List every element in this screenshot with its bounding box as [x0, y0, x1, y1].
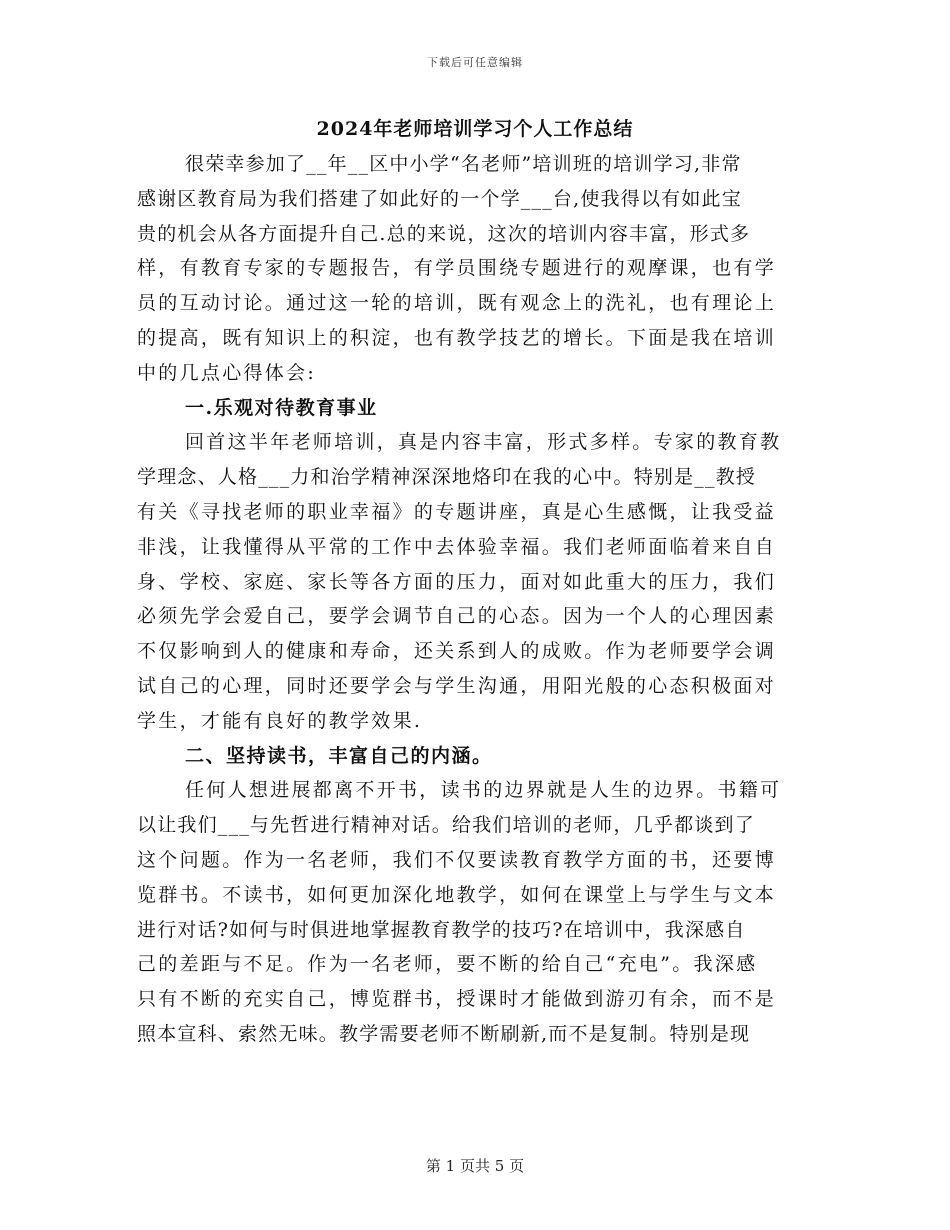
- section-heading: 一.乐观对待教育事业: [185, 396, 378, 419]
- paragraph-line: 学理念、人格___力和治学精神深深地烙印在我的心中。特别是__教授: [137, 466, 757, 489]
- paragraph-line: 有关《寻找老师的职业幸福》的专题讲座，真是心生感慨，让我受益: [137, 500, 777, 523]
- paragraph-line: 样，有教育专家的专题报告，有学员围绕专题进行的观摩课，也有学: [137, 257, 777, 280]
- paragraph-line: 览群书。不读书，如何更加深化地教学，如何在课堂上与学生与文本: [137, 883, 777, 906]
- paragraph-line: 学生，才能有良好的教学效果.: [137, 709, 423, 732]
- paragraph-line: 以让我们___与先哲进行精神对话。给我们培训的老师，几乎都谈到了: [137, 814, 755, 837]
- page-footer: 第 1 页共 5 页: [425, 1157, 525, 1175]
- paragraph-line: 照本宣科、索然无味。教学需要老师不断刷新,而不是复制。特别是现: [137, 1022, 751, 1045]
- paragraph-line: 感谢区教育局为我们搭建了如此好的一个学___台,使我得以有如此宝: [137, 187, 742, 210]
- paragraph-line: 己的差距与不足。作为一名老师，要不断的给自己“充电”。我深感: [137, 953, 758, 976]
- paragraph-line: 只有不断的充实自己，博览群书，授课时才能做到游刃有余，而不是: [137, 988, 777, 1011]
- page-header: 下载后可任意编辑: [427, 56, 523, 69]
- paragraph-line: 不仅影响到人的健康和寿命，还关系到人的成败。作为老师要学会调: [137, 640, 777, 663]
- paragraph-line: 进行对话?如何与时俱进地掌握教育教学的技巧?在培训中，我深感自: [137, 918, 746, 941]
- paragraph-line: 的提高，既有知识上的积淀，也有教学技艺的增长。下面是我在培训: [137, 326, 777, 349]
- section-heading: 二、坚持读书，丰富自己的内涵。: [185, 744, 493, 767]
- document-body: [137, 147, 803, 1052]
- paragraph-line: 身、学校、家庭、家长等各方面的压力，面对如此重大的压力，我们: [137, 570, 777, 593]
- paragraph-line: 这个问题。作为一名老师，我们不仅要读教育教学方面的书，还要博: [137, 848, 777, 871]
- paragraph-line: 回首这半年老师培训，真是内容丰富，形式多样。专家的教育教: [185, 431, 782, 454]
- paragraph-line: 非浅，让我懂得从平常的工作中去体验幸福。我们老师面临着来自自: [137, 535, 777, 558]
- paragraph-line: 中的几点心得体会:: [137, 361, 317, 384]
- paragraph-line: 很荣幸参加了__年__区中小学“名老师”培训班的培训学习,非常: [185, 153, 742, 175]
- paragraph-line: 试自己的心理，同时还要学会与学生沟通，用阳光般的心态积极面对: [137, 674, 777, 697]
- paragraph-line: 任何人想进展都离不开书，读书的边界就是人生的边界。书籍可: [185, 779, 782, 802]
- paragraph-line: 员的互动讨论。通过这一轮的培训，既有观念上的洗礼，也有理论上: [137, 292, 777, 315]
- document-title: 2024年老师培训学习个人工作总结: [316, 118, 634, 140]
- paragraph-line: 贵的机会从各方面提升自己.总的来说，这次的培训内容丰富，形式多: [137, 222, 751, 245]
- paragraph-line: 必须先学会爱自己，要学会调节自己的心态。因为一个人的心理因素: [137, 605, 777, 628]
